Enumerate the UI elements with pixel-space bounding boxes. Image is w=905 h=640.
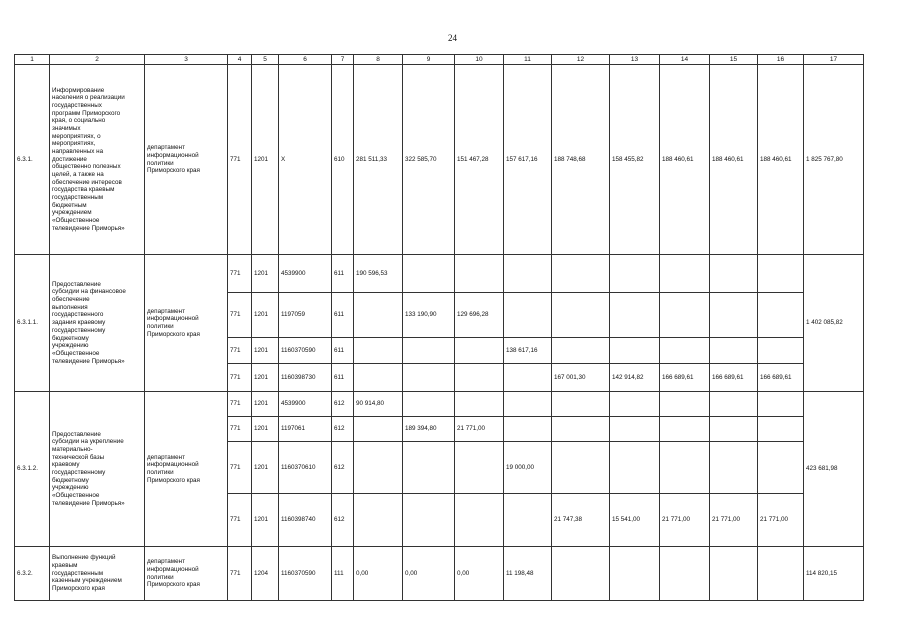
cell-section: 1201 — [252, 65, 279, 255]
cell-amount — [455, 494, 504, 547]
cell-amount — [403, 442, 455, 494]
column-number: 12 — [552, 55, 610, 65]
cell-target-article: 1160398730 — [279, 364, 332, 392]
cell-section: 1201 — [252, 417, 279, 442]
table-row — [15, 255, 864, 293]
cell-amount — [660, 392, 710, 417]
cell-amount: 166 689,61 — [710, 364, 758, 392]
cell-amount — [610, 392, 660, 417]
column-number: 13 — [610, 55, 660, 65]
cell-amount — [455, 442, 504, 494]
column-number: 5 — [252, 55, 279, 65]
cell-amount — [758, 293, 804, 338]
cell-amount — [758, 255, 804, 293]
cell-amount — [504, 494, 552, 547]
cell-amount — [354, 293, 403, 338]
cell-amount — [504, 417, 552, 442]
column-number: 8 — [354, 55, 403, 65]
cell-section: 1201 — [252, 442, 279, 494]
cell-amount: 166 689,61 — [660, 364, 710, 392]
cell-expense-type: 111 — [332, 547, 354, 601]
cell-amount — [455, 338, 504, 364]
column-number: 10 — [455, 55, 504, 65]
cell-amount: 0,00 — [455, 547, 504, 601]
cell-amount — [354, 364, 403, 392]
row-code: 6.3.1.2. — [15, 392, 50, 547]
cell-amount — [552, 293, 610, 338]
cell-expense-type: 610 — [332, 65, 354, 255]
cell-target-article: 1160370590 — [279, 547, 332, 601]
measure-name: Информирование населения о реализации государственных программ Приморского края, о социально значимых мероприятиях, о мероприятиях, направленных на достижение общественно полезных целей, а также на обеспечение интересов государства краевым государственным бюджетным учреждением «Общественное телевидение Приморья» — [50, 65, 145, 255]
table-row — [15, 65, 864, 255]
cell-amount — [552, 338, 610, 364]
cell-amount: 322 585,70 — [403, 65, 455, 255]
cell-amount — [710, 392, 758, 417]
cell-amount — [354, 494, 403, 547]
cell-amount: 19 000,00 — [504, 442, 552, 494]
cell-grbs: 771 — [228, 293, 252, 338]
cell-target-article: 1160398740 — [279, 494, 332, 547]
cell-amount — [403, 255, 455, 293]
budget-table — [14, 54, 864, 601]
row-code: 6.3.1. — [15, 65, 50, 255]
cell-total: 1 402 085,82 — [804, 255, 864, 392]
cell-amount — [710, 547, 758, 601]
cell-amount — [660, 338, 710, 364]
cell-amount: 0,00 — [354, 547, 403, 601]
cell-grbs: 771 — [228, 255, 252, 293]
cell-amount — [552, 392, 610, 417]
cell-amount — [610, 442, 660, 494]
responsible-executor: департамент информационной политики Приморского края — [145, 65, 228, 255]
cell-expense-type: 612 — [332, 417, 354, 442]
cell-amount: 138 617,16 — [504, 338, 552, 364]
cell-amount — [610, 255, 660, 293]
cell-section: 1201 — [252, 364, 279, 392]
cell-amount — [354, 442, 403, 494]
cell-amount — [552, 547, 610, 601]
responsible-executor: департамент информационной политики Приморского края — [145, 547, 228, 601]
cell-amount: 188 460,61 — [710, 65, 758, 255]
cell-amount — [660, 417, 710, 442]
cell-amount: 166 689,61 — [758, 364, 804, 392]
cell-grbs: 771 — [228, 442, 252, 494]
cell-amount — [403, 392, 455, 417]
cell-amount — [354, 417, 403, 442]
column-number: 9 — [403, 55, 455, 65]
cell-target-article: 1197061 — [279, 417, 332, 442]
cell-amount — [403, 364, 455, 392]
cell-amount: 15 541,00 — [610, 494, 660, 547]
cell-amount: 21 771,00 — [710, 494, 758, 547]
cell-amount — [758, 392, 804, 417]
cell-amount: 142 914,82 — [610, 364, 660, 392]
table-row — [15, 392, 864, 417]
cell-amount — [610, 417, 660, 442]
column-number-header-row — [15, 55, 864, 65]
column-number: 1 — [15, 55, 50, 65]
cell-amount: 21 771,00 — [660, 494, 710, 547]
cell-section: 1201 — [252, 255, 279, 293]
cell-amount: 0,00 — [403, 547, 455, 601]
cell-expense-type: 612 — [332, 392, 354, 417]
cell-amount — [660, 293, 710, 338]
column-number: 11 — [504, 55, 552, 65]
page-number: 24 — [448, 33, 457, 43]
cell-grbs: 771 — [228, 392, 252, 417]
cell-expense-type: 612 — [332, 494, 354, 547]
cell-amount: 158 455,82 — [610, 65, 660, 255]
cell-amount: 21 747,38 — [552, 494, 610, 547]
cell-amount — [758, 547, 804, 601]
cell-amount — [660, 547, 710, 601]
measure-name: Выполнение функций краевым государственным казенным учреждением Приморского края — [50, 547, 145, 601]
cell-amount — [610, 293, 660, 338]
cell-amount: 188 460,61 — [758, 65, 804, 255]
cell-amount — [455, 255, 504, 293]
column-number: 6 — [279, 55, 332, 65]
cell-amount — [552, 255, 610, 293]
cell-amount — [552, 417, 610, 442]
cell-expense-type: 612 — [332, 442, 354, 494]
cell-amount — [552, 442, 610, 494]
cell-total: 114 820,15 — [804, 547, 864, 601]
cell-target-article: 1197059 — [279, 293, 332, 338]
cell-amount — [758, 338, 804, 364]
cell-amount: 21 771,00 — [758, 494, 804, 547]
cell-target-article: X — [279, 65, 332, 255]
cell-amount: 167 001,30 — [552, 364, 610, 392]
cell-section: 1201 — [252, 293, 279, 338]
cell-amount: 281 511,33 — [354, 65, 403, 255]
cell-grbs: 771 — [228, 338, 252, 364]
cell-amount: 188 748,68 — [552, 65, 610, 255]
cell-amount: 129 696,28 — [455, 293, 504, 338]
cell-target-article: 1160370610 — [279, 442, 332, 494]
cell-expense-type: 611 — [332, 293, 354, 338]
measure-name: Предоставление субсидии на финансовое обеспечение выполнения государственного задания краевому государственному бюджетному учреждению «Общественное телевидение Приморья» — [50, 255, 145, 392]
cell-amount — [710, 442, 758, 494]
cell-total: 1 825 767,80 — [804, 65, 864, 255]
cell-amount — [710, 338, 758, 364]
cell-section: 1201 — [252, 338, 279, 364]
column-number: 7 — [332, 55, 354, 65]
cell-amount: 133 190,90 — [403, 293, 455, 338]
column-number: 14 — [660, 55, 710, 65]
column-number: 17 — [804, 55, 864, 65]
cell-grbs: 771 — [228, 494, 252, 547]
cell-amount — [504, 364, 552, 392]
row-code: 6.3.1.1. — [15, 255, 50, 392]
cell-target-article: 4539900 — [279, 392, 332, 417]
cell-amount — [455, 392, 504, 417]
cell-amount — [710, 417, 758, 442]
cell-amount — [758, 442, 804, 494]
cell-amount — [710, 293, 758, 338]
cell-grbs: 771 — [228, 65, 252, 255]
cell-section: 1201 — [252, 392, 279, 417]
cell-amount — [403, 338, 455, 364]
cell-amount: 189 394,80 — [403, 417, 455, 442]
cell-amount — [504, 392, 552, 417]
cell-target-article: 4539900 — [279, 255, 332, 293]
cell-target-article: 1160370590 — [279, 338, 332, 364]
cell-amount — [660, 255, 710, 293]
cell-amount — [610, 338, 660, 364]
cell-total: 423 681,98 — [804, 392, 864, 547]
cell-amount — [504, 255, 552, 293]
cell-amount — [455, 364, 504, 392]
column-number: 3 — [145, 55, 228, 65]
cell-amount — [504, 293, 552, 338]
column-number: 15 — [710, 55, 758, 65]
cell-expense-type: 611 — [332, 364, 354, 392]
cell-expense-type: 611 — [332, 338, 354, 364]
cell-amount — [403, 494, 455, 547]
column-number: 2 — [50, 55, 145, 65]
cell-amount — [660, 442, 710, 494]
responsible-executor: департамент информационной политики Приморского края — [145, 392, 228, 547]
cell-grbs: 771 — [228, 417, 252, 442]
table-row — [15, 547, 864, 601]
column-number: 16 — [758, 55, 804, 65]
cell-grbs: 771 — [228, 364, 252, 392]
cell-section: 1204 — [252, 547, 279, 601]
cell-amount: 190 596,53 — [354, 255, 403, 293]
cell-section: 1201 — [252, 494, 279, 547]
cell-amount: 188 460,61 — [660, 65, 710, 255]
measure-name: Предоставление субсидии на укрепление материально- технической базы краевому государственному бюджетному учреждению «Общественное телевидение Приморья» — [50, 392, 145, 547]
cell-amount: 90 914,80 — [354, 392, 403, 417]
row-code: 6.3.2. — [15, 547, 50, 601]
cell-expense-type: 611 — [332, 255, 354, 293]
cell-amount — [354, 338, 403, 364]
cell-grbs: 771 — [228, 547, 252, 601]
cell-amount — [610, 547, 660, 601]
cell-amount — [758, 417, 804, 442]
column-number: 4 — [228, 55, 252, 65]
responsible-executor: департамент информационной политики Приморского края — [145, 255, 228, 392]
cell-amount: 151 467,28 — [455, 65, 504, 255]
cell-amount: 11 198,48 — [504, 547, 552, 601]
cell-amount: 21 771,00 — [455, 417, 504, 442]
cell-amount: 157 617,16 — [504, 65, 552, 255]
cell-amount — [710, 255, 758, 293]
